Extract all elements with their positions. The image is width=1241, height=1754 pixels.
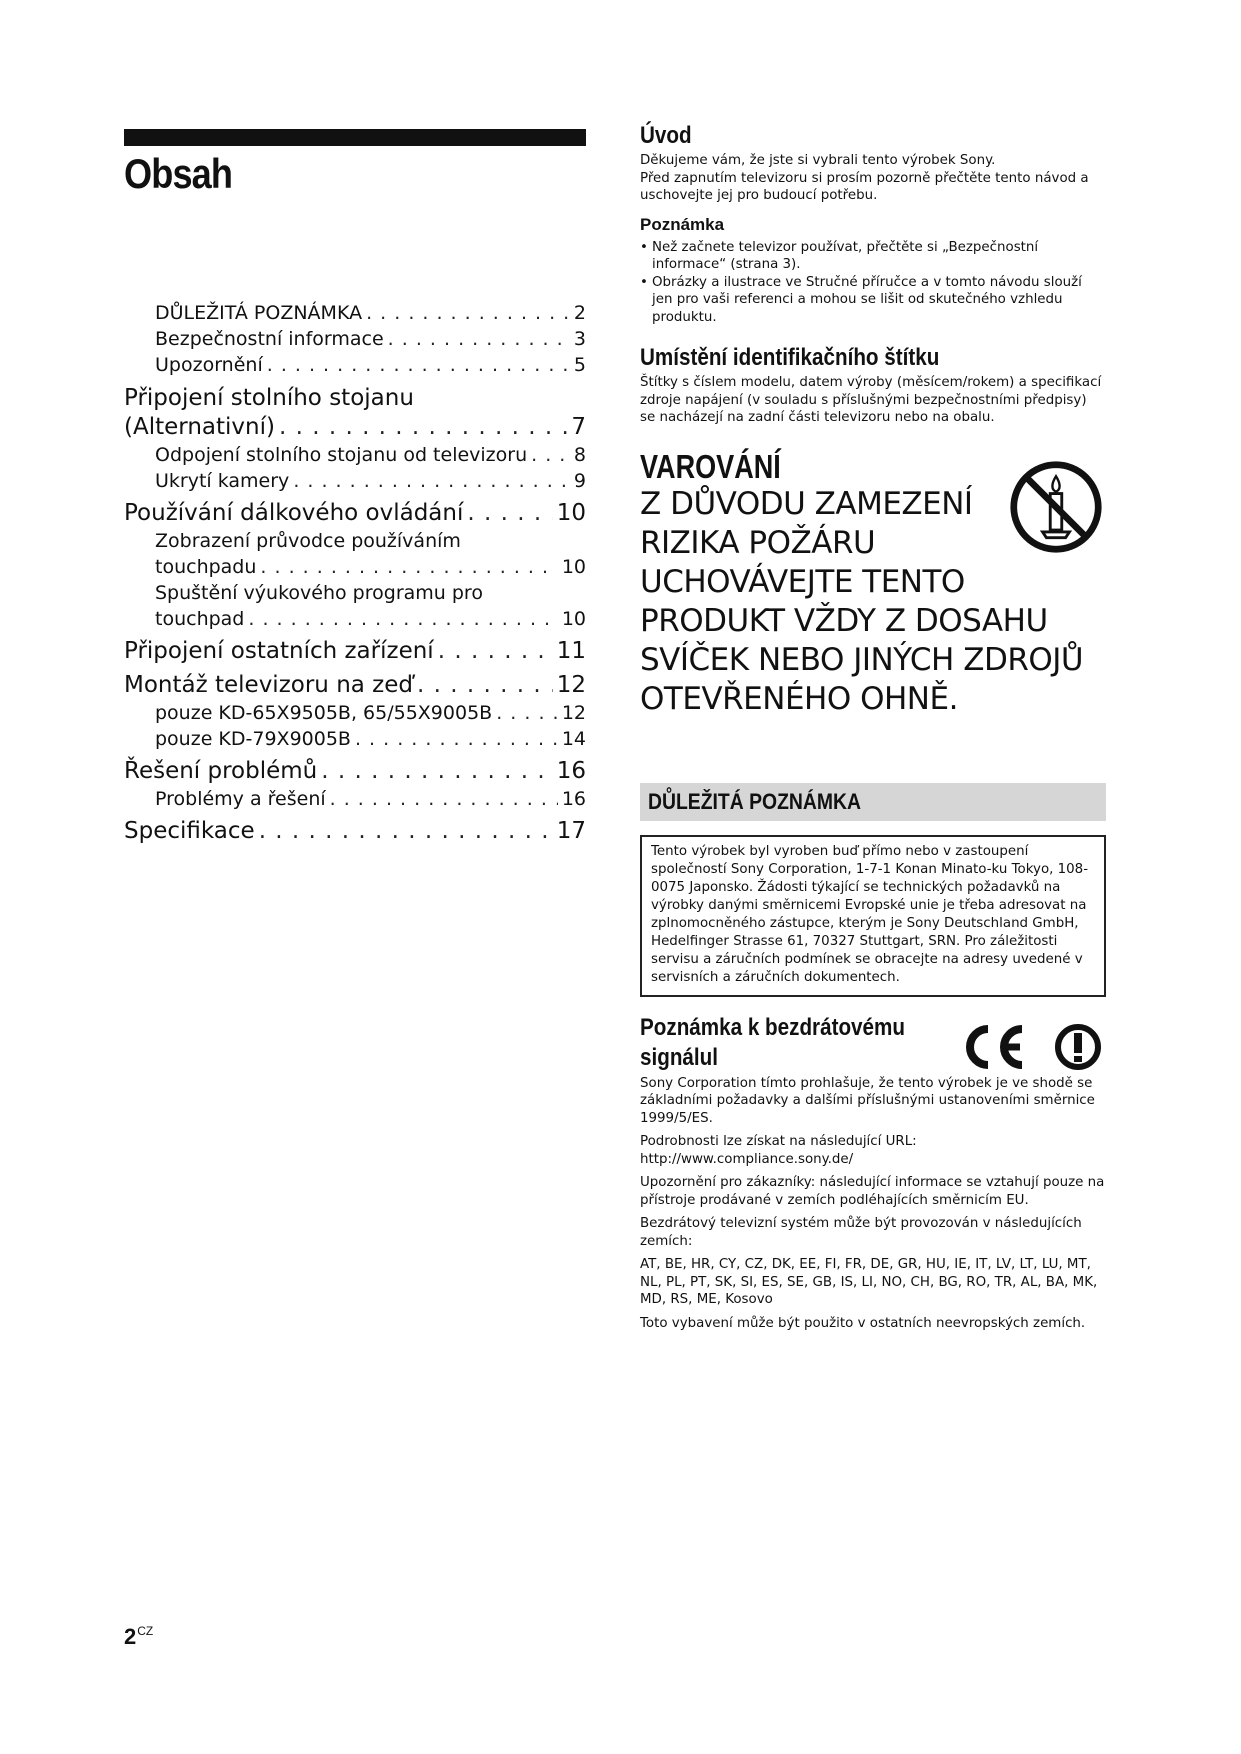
intro-text: Děkujeme vám, že jste si vybrali tento výrobek Sony.: [640, 153, 996, 168]
note-item: • Než začnete televizor používat, přečtěte si „Bezpečnostní informace“ (strana 3).: [640, 239, 1106, 274]
important-notice-title: DŮLEŽITÁ POZNÁMKA: [648, 788, 861, 814]
page-title: Obsah: [124, 150, 233, 197]
page-number: $2^{CZ}$: [124, 1624, 154, 1649]
wireless-text: Podrobnosti lze získat na následující URL: http://www.compliance.sony.de/: [640, 1134, 917, 1167]
toc-entry[interactable]: [124, 606, 586, 632]
toc-page-number: 16: [561, 788, 586, 810]
no-candle-icon: [1008, 459, 1104, 555]
toc-entry-label: Řešení problémů: [124, 758, 318, 784]
wireless-text: Upozornění pro zákazníky: následující informace se vztahují pouze na přístroje prodávané v zemích podléhajících směrnicím EU.: [640, 1175, 1105, 1208]
toc-entry[interactable]: [124, 786, 586, 812]
warning-title: VAROVÁNÍ: [640, 447, 781, 485]
toc-page-number: 2: [573, 302, 586, 324]
toc-page-number: 17: [556, 818, 586, 844]
warning-line: SVÍČEK NEBO JINÝCH ZDROJŮ: [640, 641, 1084, 678]
toc-entry-label: pouze KD-79X9005B: [155, 728, 351, 750]
toc-entry[interactable]: [124, 442, 586, 468]
important-notice-box: Tento výrobek byl vyroben buď přímo nebo v zastoupení společností Sony Corporation, 1-7-1 Konan Minato-ku Tokyo, 108-0075 Japonsko. Žádosti týkající se technických požadavků na výrobky danými směrnicemi Evropské unie je třeba adresovat na zplnomocněného zástupce, kterým je Sony Deutschland GmbH, Hedelfinger Strasse 61, 70327 Stuttgart, SRN. Pro záležitosti servisu a záručních podmínek se obracejte na adresy uvedené v servisních a záručních dokumentech.: [640, 835, 1106, 997]
toc-page-number: 16: [556, 758, 586, 784]
toc-entry[interactable]: [124, 817, 586, 846]
toc-entry-label: Odpojení stolního stojanu od televizoru: [155, 444, 528, 466]
toc-entry-label: touchpad: [155, 608, 245, 630]
toc-entry[interactable]: [124, 499, 586, 528]
toc-page-number: 14: [561, 728, 586, 750]
toc-page-number: 9: [573, 470, 586, 492]
wireless-text: Bezdrátový televizní systém může být provozován v následujících zemích:: [640, 1216, 1082, 1249]
toc-page-number: 3: [573, 328, 586, 350]
wireless-text: Toto vybavení může být použito v ostatních neevropských zemích.: [640, 1315, 1086, 1331]
toc-entry[interactable]: [124, 700, 586, 726]
toc-entry-label: DŮLEŽITÁ POZNÁMKA: [155, 302, 363, 324]
warning-line: OTEVŘENÉHO OHNĚ.: [640, 680, 958, 717]
toc-entry-label: Ukrytí kamery: [155, 470, 290, 492]
wireless-text: AT, BE, HR, CY, CZ, DK, EE, FI, FR, DE, GR, HU, IE, IT, LV, LT, LU, MT, NL, PL, PT, SK, SI, ES, SE, GB, IS, LI, NO, CH, BG, RO, TR, AL, BA, MK, MD, RS, ME, Kosovo: [640, 1257, 1098, 1307]
toc-entry-label: Specifikace: [124, 818, 255, 844]
toc-entry-label: Připojení ostatních zařízení: [124, 638, 434, 664]
toc-entry-label: Problémy a řešení: [155, 788, 326, 810]
warning-line: PRODUKT VŽDY Z DOSAHU: [640, 602, 1048, 639]
toc-page-number: 5: [573, 354, 586, 376]
toc-entry-label: Upozornění: [155, 354, 263, 376]
toc-entry-label: pouze KD-65X9505B, 65/55X9005B: [155, 702, 493, 724]
table-of-contents: [124, 300, 586, 846]
warning-line: RIZIKA POŽÁRU: [640, 524, 876, 561]
toc-entry-line1[interactable]: Připojení stolního stojanu: [124, 385, 414, 411]
toc-entry-label: (Alternativní): [124, 414, 275, 440]
wireless-text: Sony Corporation tímto prohlašuje, že tento výrobek je ve shodě se základními požadavky a dalšími příslušnými ustanoveními směrnice 1999/5/ES.: [640, 1075, 1095, 1126]
toc-entry-label: Montáž televizoru na zeď: [124, 672, 413, 698]
toc-entry[interactable]: [124, 413, 586, 442]
toc-entry-line1[interactable]: Spuštění výukového programu pro: [155, 582, 483, 604]
right-column: [640, 122, 1106, 1338]
warning-line: Z DŮVODU ZAMEZENÍ: [640, 485, 973, 522]
toc-page-number: 10: [561, 608, 586, 630]
toc-entry[interactable]: [124, 326, 586, 352]
toc-page-number: 12: [561, 702, 586, 724]
toc-entry[interactable]: [124, 637, 586, 666]
toc-entry[interactable]: [124, 757, 586, 786]
toc-entry-line1[interactable]: Zobrazení průvodce používáním: [155, 530, 461, 552]
note-heading: Poznámka: [640, 214, 725, 234]
toc-entry[interactable]: [124, 554, 586, 580]
toc-entry-label: touchpadu: [155, 556, 257, 578]
toc-entry[interactable]: [124, 468, 586, 494]
toc-entry[interactable]: [124, 671, 586, 700]
intro-heading: Úvod: [640, 122, 692, 149]
toc-header-bar: [124, 129, 586, 146]
toc-page-number: 8: [573, 444, 586, 466]
intro-text: Před zapnutím televizoru si prosím pozorně přečtěte tento návod a uschovejte jej pro budoucí potřebu.: [640, 170, 1089, 203]
toc-entry[interactable]: [124, 300, 586, 326]
toc-page-number: 10: [556, 500, 586, 526]
wireless-notice: [640, 1013, 1106, 1333]
toc-entry[interactable]: [124, 726, 586, 752]
fire-warning: [640, 449, 1106, 719]
toc-page-number: 11: [556, 638, 586, 664]
wireless-heading: signálul: [640, 1043, 718, 1071]
wireless-heading: Poznámka k bezdrátovému: [640, 1013, 905, 1041]
label-heading: Umístění identifikačního štítku: [640, 344, 940, 371]
toc-entry-label: Používání dálkového ovládání: [124, 500, 464, 526]
label-text: Štítky s číslem modelu, datem výroby (měsícem/rokem) a specifikací zdroje napájení (v souladu s příslušnými bezpečnostními předpisy) se nacházejí na zadní části televizoru nebo na obalu.: [640, 375, 1102, 425]
toc-entry-label: Bezpečnostní informace: [155, 328, 384, 350]
note-item: • Obrázky a ilustrace ve Stručné příručce a v tomto návodu slouží jen pro vaši referenci a mohou se lišit od skutečného vzhledu produktu.: [640, 274, 1106, 327]
warning-line: UCHOVÁVEJTE TENTO: [640, 563, 965, 600]
toc-page-number: 12: [556, 672, 586, 698]
toc-entry[interactable]: [124, 352, 586, 378]
important-notice-header: [640, 783, 1106, 821]
toc-page-number: 7: [571, 414, 586, 440]
toc-page-number: 10: [561, 556, 586, 578]
